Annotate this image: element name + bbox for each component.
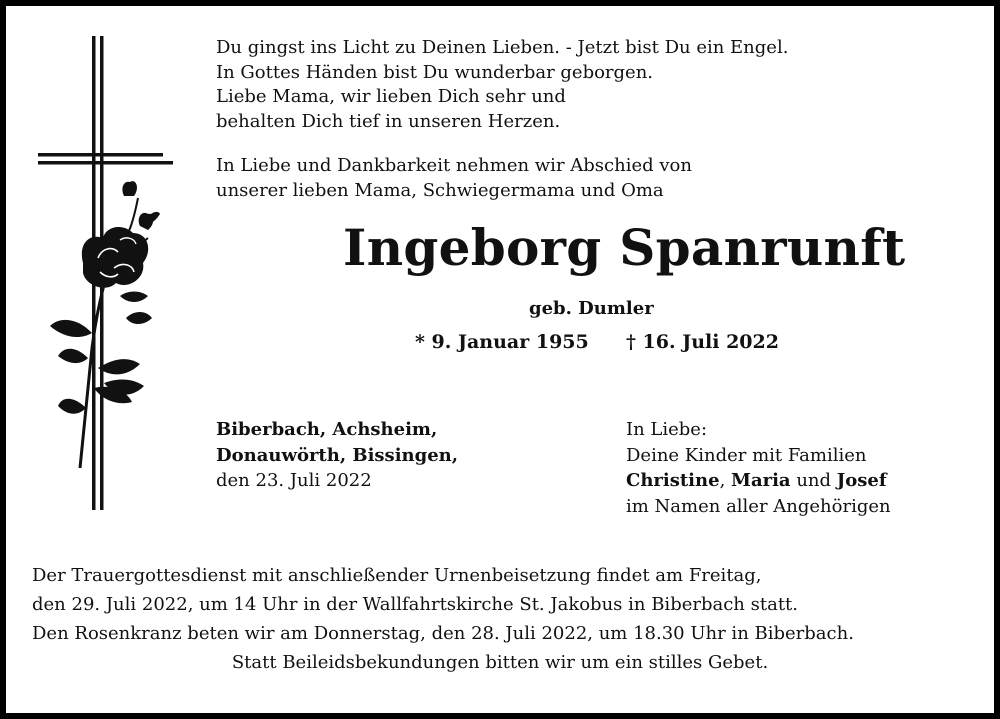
birth-date: * 9. Januar 1955: [415, 331, 589, 353]
child-name: Josef: [836, 470, 887, 491]
separator: und: [790, 470, 837, 491]
date-line: den 23. Juli 2022: [216, 470, 372, 491]
maiden-name: geb. Dumler: [529, 298, 654, 319]
poem: [216, 36, 788, 134]
service-line: Statt Beileidsbekundungen bitten wir um ein stilles Gebet.: [231, 652, 769, 673]
family-signature: [626, 417, 891, 519]
poem-line: Du gingst ins Licht zu Deinen Lieben. - Jetzt bist Du ein Engel.: [216, 37, 789, 58]
family-names: [626, 468, 891, 494]
service-line: Der Trauergottesdienst mit anschließender Urnenbeisetzung findet am Freitag,: [32, 565, 762, 586]
family-line: In Liebe:: [626, 419, 708, 440]
intro-text: [216, 154, 692, 203]
service-line: den 29. Juli 2022, um 14 Uhr in der Wallfahrtskirche St. Jakobus in Biberbach statt.: [32, 594, 799, 615]
poem-line: behalten Dich tief in unseren Herzen.: [216, 110, 561, 132]
obituary-card: [6, 6, 994, 713]
poem-line: Liebe Mama, wir lieben Dich sehr und: [216, 86, 566, 107]
poem-line: In Gottes Händen bist Du wunderbar geborgen.: [216, 61, 654, 83]
separator: ,: [719, 470, 732, 491]
child-name: Maria: [731, 470, 791, 491]
service-line: Den Rosenkranz beten wir am Donnerstag, den 28. Juli 2022, um 18.30 Uhr in Biberbach.: [32, 623, 854, 644]
intro-line: In Liebe und Dankbarkeit nehmen wir Abschied von: [216, 155, 692, 176]
place-line: Donauwörth, Bissingen,: [216, 444, 459, 466]
place-and-date: [216, 417, 458, 494]
cross-with-rose-icon: [28, 28, 178, 518]
service-info: [6, 561, 994, 677]
place-line: Biberbach, Achsheim,: [216, 419, 438, 440]
death-date: † 16. Juli 2022: [626, 331, 779, 353]
family-line: Deine Kinder mit Familien: [626, 444, 867, 466]
child-name: Christine: [626, 470, 720, 491]
intro-line: unserer lieben Mama, Schwiegermama und Oma: [216, 179, 664, 201]
family-line: im Namen aller Angehörigen: [626, 495, 891, 517]
deceased-name: Ingeborg Spanrunft: [343, 218, 906, 277]
